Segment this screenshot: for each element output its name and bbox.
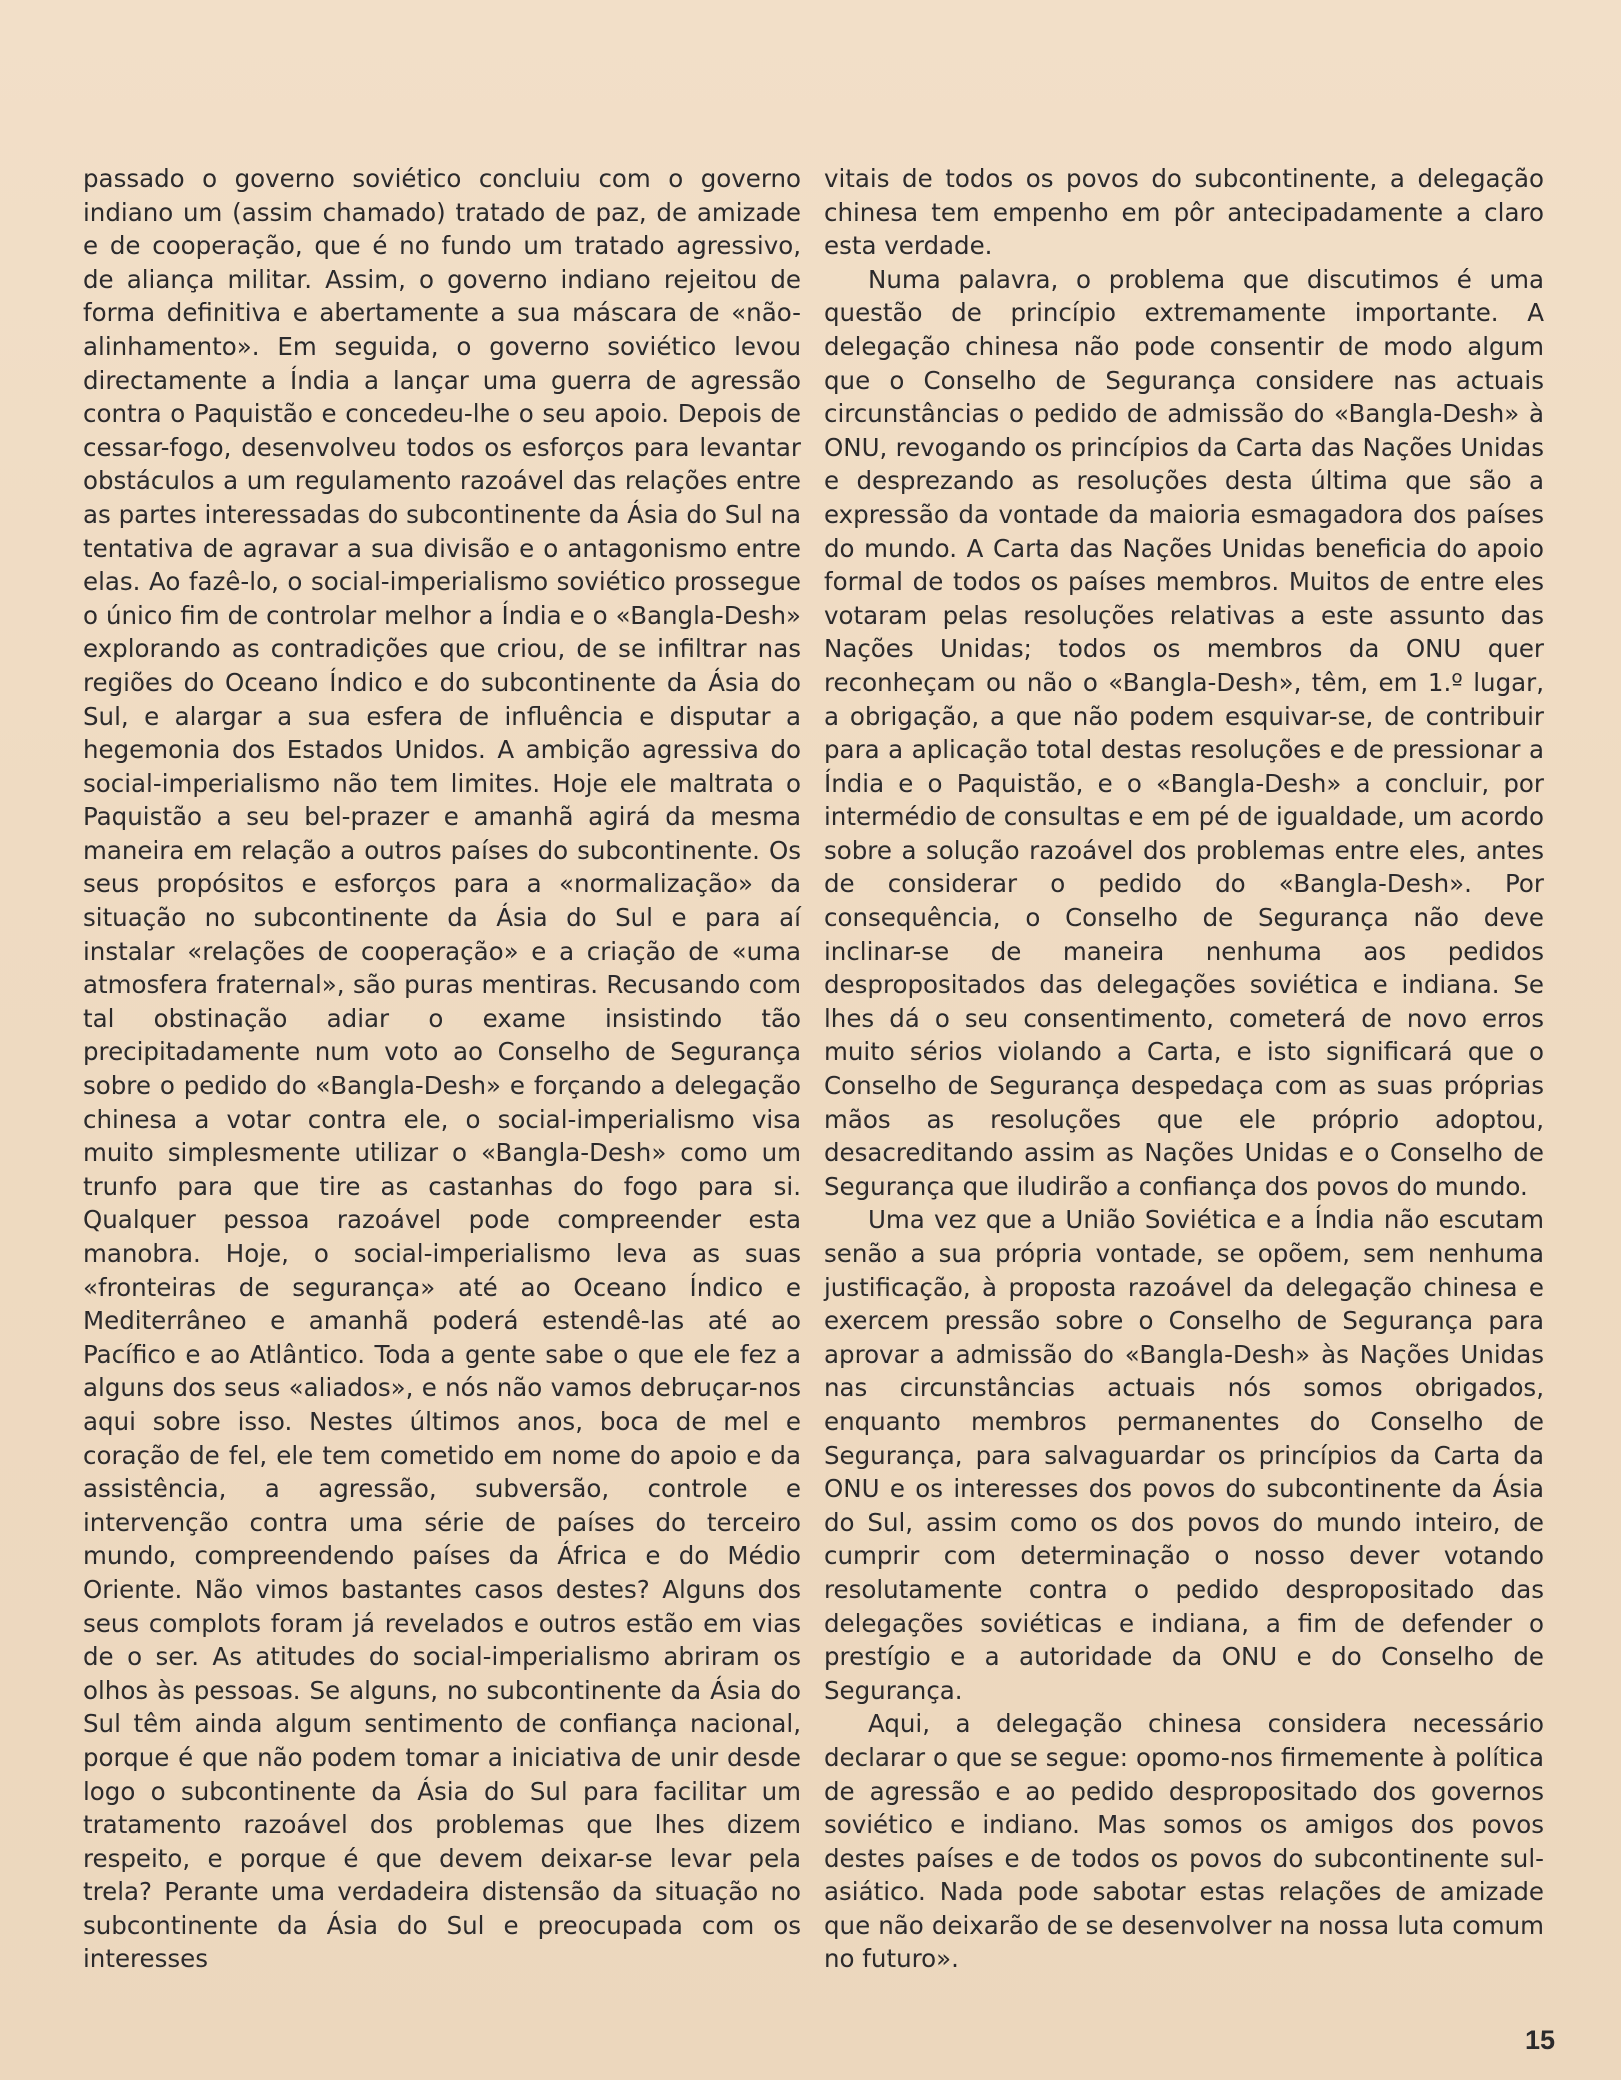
- paragraph: Uma vez que a União Soviética e a Índia não escutam senão a sua própria vontade, se opõem, sem nenhuma justificação, à proposta razoável da delegação chinesa e exercem pressão sobre o Conselho de Segurança para aprovar a admissão do «Bangla-Desh» às Nações Unidas nas circunstâncias actuais nós somos obrigados, enquanto membros permanentes do Conselho de Segurança, para salvaguardar os princípios da Carta da ONU e os interesses dos povos do subcontinente da Ásia do Sul, assim como os dos povos do mundo inteiro, de cumprir com determinação o nosso dever votando resolutamente contra o pedido despropositado das delegações soviéticas e indiana, a fim de defender o prestígio e a autoridade da ONU e do Conselho de Segurança.: [824, 1205, 1544, 1705]
- paragraph: passado o governo soviético concluiu com o governo indiano um (assim chamado) tratado de paz, de amizade e de cooperação, que é no fundo um tratado agressivo, de aliança militar. Assim, o governo indiano rejeitou de forma definitiva e abertamente a sua máscara de «não-alinhamento». Em seguida, o governo soviético levou directamente a Índia a lançar uma guerra de agressão contra o Paquistão e concedeu-lhe o seu apoio. Depois de cessar-fogo, desenvolveu todos os esforços para levantar obstáculos a um regulamento razoável das relações entre as partes interessadas do subcontinente da Ásia do Sul na tentativa de agravar a sua divisão e o antagonismo entre elas. Ao fazê-lo, o social-imperialismo soviético prossegue o único fim de controlar melhor a Índia e o «Bangla-Desh» explorando as contradições que criou, de se infiltrar nas regiões do Oceano Índico e do subcontinente da Ásia do Sul, e alargar a sua esfera de influência e disputar a hegemonia dos Estados Unidos. A ambição agressiva do social-imperialismo não tem limites. Hoje ele maltrata o Paquistão a seu bel-prazer e amanhã agirá da mesma maneira em relação a outros países do subcontinente. Os seus propósitos e esforços para a «normalização» da situação no subcontinente da Ásia do Sul e para aí instalar «relações de cooperação» e a criação de «uma atmosfera fraternal», são puras mentiras. Recusando com tal obstinação adiar o exame insistindo tão precipitadamente num voto ao Conselho de Segurança sobre o pedido do «Bangla-Desh» e forçando a delegação chinesa a votar contra ele, o social-imperialismo visa muito simplesmente utilizar o «Bangla-Desh» como um trunfo para que tire as castanhas do fogo para si. Qualquer pessoa razoável pode compreender esta manobra. Hoje, o social-imperialismo leva as suas «fronteiras de segurança» até ao Oceano Índico e Mediterrâneo e amanhã poderá estendê-las até ao Pacífico e ao Atlântico. Toda a gente sabe o que ele fez a alguns dos seus «aliados», e nós não vamos debruçar-nos aqui sobre isso. Nestes últimos anos, boca de mel e coração de fel, ele tem cometido em nome do apoio e da assistência, a agressão, subversão, controle e intervenção contra uma série de países do terceiro mundo, compreendendo países da África e do Médio Oriente. Não vimos bastantes casos destes? Alguns dos seus complots foram já revelados e outros estão em vias de o ser. As atitudes do social-imperialismo abriram os olhos às pessoas. Se alguns, no subcontinente da Ásia do Sul têm ainda algum sentimento de confiança nacional, porque é que não podem tomar a iniciativa de unir desde logo o subcontinente da Ásia do Sul para facilitar um tratamento razoável dos problemas que lhes dizem respeito, e porque é que devem deixar-se levar pela trela? Perante uma verdadeira distensão da situação no subcontinente da Ásia do Sul e preocupada com os interesses: [83, 164, 801, 1974]
- right-text-column: [824, 162, 1544, 1976]
- page-number: 15: [1525, 2025, 1556, 2055]
- paragraph: vitais de todos os povos do subcontinente, a delegação chinesa tem empenho em pôr antecipadamente a claro esta verdade.: [824, 164, 1544, 261]
- paragraph: Aqui, a delegação chinesa considera necessário declarar o que se segue: opomo-nos firmemente à política de agressão e ao pedido despropositado dos governos soviético e indiano. Mas somos os amigos dos povos destes países e de todos os povos do subcontinente sul-asiático. Nada pode sabotar estas relações de amizade que não deixarão de se desenvolver na nossa luta comum no futuro».: [824, 1709, 1544, 1974]
- paragraph: Numa palavra, o problema que discutimos é uma questão de princípio extremamente importante. A delegação chinesa não pode consentir de modo algum que o Conselho de Segurança considere nas actuais circunstâncias o pedido de admissão do «Bangla-Desh» à ONU, revogando os princípios da Carta das Nações Unidas e desprezando as resoluções desta última que são a expressão da vontade da maioria esmagadora dos países do mundo. A Carta das Nações Unidas beneficia do apoio formal de todos os países membros. Muitos de entre eles votaram pelas resoluções relativas a este assunto das Nações Unidas; todos os membros da ONU quer reconheçam ou não o «Bangla-Desh», têm, em 1.º lugar, a obrigação, a que não podem esquivar-se, de contribuir para a aplicação total destas resoluções e de pressionar a Índia e o Paquistão, e o «Bangla-Desh» a concluir, por intermédio de consultas e em pé de igualdade, um acordo sobre a solução razoável dos problemas entre eles, antes de considerar o pedido do «Bangla-Desh». Por consequência, o Conselho de Segurança não deve inclinar-se de maneira nenhuma aos pedidos despropositados das delegações soviética e indiana. Se lhes dá o seu consentimento, cometerá de novo erros muito sérios violando a Carta, e isto significará que o Conselho de Segurança despedaça com as suas próprias mãos as resoluções que ele próprio adoptou, desacreditando assim as Nações Unidas e o Conselho de Segurança que iludirão a confiança dos povos do mundo.: [824, 264, 1544, 1201]
- left-text-column: [83, 162, 801, 1976]
